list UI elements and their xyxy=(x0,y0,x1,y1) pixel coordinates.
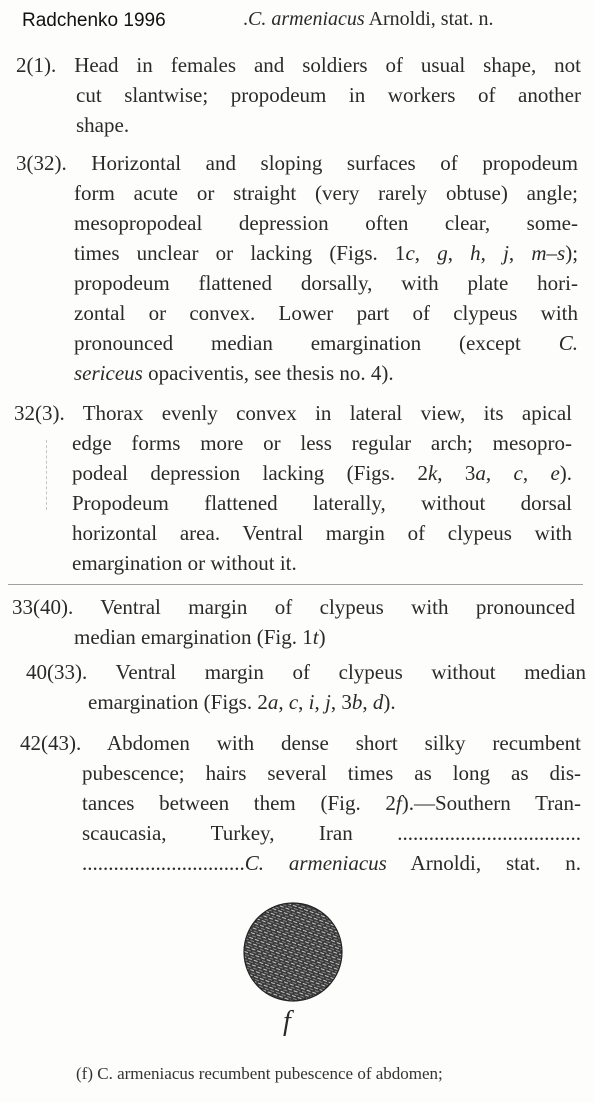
figure-caption: (f) C. armeniacus recumbent pubescence of abdomen; xyxy=(76,1064,443,1083)
couplet-line: times unclear or lacking (Figs. 1c, g, h, j, m–s); xyxy=(74,241,579,265)
header-author: Arnoldi, stat. n. xyxy=(364,8,494,30)
couplet-line: ...............................C. armeniacus Arnoldi, stat. n. xyxy=(82,851,581,875)
couplet-text: Ventral margin of clypeus without median xyxy=(115,660,587,684)
figure-letter: f xyxy=(283,1006,291,1037)
couplet-line: emargination (Figs. 2a, c, i, j, 3b, d). xyxy=(88,690,396,714)
couplet-line: Propodeum flattened laterally, without dorsal xyxy=(72,491,572,515)
couplet-number: 42(43). xyxy=(20,731,107,755)
couplet-number: 3(32). xyxy=(16,151,92,175)
couplet-line: scaucasia, Turkey, Iran ................................... xyxy=(82,821,581,845)
couplet-line: emargination or without it. xyxy=(72,551,297,575)
couplet-line: propodeum flattened dorsally, with plate hori- xyxy=(74,271,578,295)
couplet-text: Horizontal and sloping surfaces of propodeum xyxy=(91,151,578,175)
couplet-text: Abdomen with dense short silky recumbent xyxy=(107,731,582,755)
source-label: Radchenko 1996 xyxy=(22,10,166,31)
couplet-line: podeal depression lacking (Figs. 2k, 3a, c, e). xyxy=(72,461,573,485)
couplet-line: edge forms more or less regular arch; mesopro- xyxy=(72,431,572,455)
pubescence-figure xyxy=(243,902,343,1002)
couplet-line: pubescence; hairs several times as long as dis- xyxy=(82,761,581,785)
couplet-42-43 xyxy=(20,728,581,878)
couplet-line xyxy=(16,148,578,178)
header-taxon-line xyxy=(243,8,494,31)
couplet-40-33 xyxy=(26,657,586,717)
couplet-line xyxy=(14,398,572,428)
couplet-line: cut slantwise; propodeum in workers of another xyxy=(76,83,581,107)
couplet-line: sericeus opaciventis, see thesis no. 4). xyxy=(74,361,394,385)
couplet-33-40 xyxy=(12,592,575,652)
couplet-line: shape. xyxy=(76,113,130,137)
couplet-text: Head in females and soldiers of usual shape, not xyxy=(74,53,581,77)
couplet-number: 33(40). xyxy=(12,595,101,619)
section-divider xyxy=(8,584,583,585)
couplet-line: tances between them (Fig. 2f).—Southern Tran- xyxy=(82,791,581,815)
couplet-line: pronounced median emargination (except C. xyxy=(74,331,578,355)
couplet-line: zontal or convex. Lower part of clypeus with xyxy=(74,301,578,325)
couplet-3-32 xyxy=(16,148,578,388)
couplet-line: median emargination (Fig. 1t) xyxy=(74,625,326,649)
couplet-32-3 xyxy=(14,398,572,578)
couplet-line: mesopropodeal depression often clear, some- xyxy=(74,211,578,235)
couplet-line xyxy=(16,50,581,80)
header-prefix: . xyxy=(243,8,248,30)
couplet-number: 40(33). xyxy=(26,660,116,684)
couplet-2-1 xyxy=(16,50,581,140)
couplet-number: 32(3). xyxy=(14,401,83,425)
couplet-line xyxy=(26,657,586,687)
couplet-text: Thorax evenly convex in lateral view, its apical xyxy=(82,401,573,425)
couplet-line xyxy=(12,592,575,622)
couplet-line: horizontal area. Ventral margin of clypeus with xyxy=(72,521,572,545)
couplet-line: form acute or straight (very rarely obtuse) angle; xyxy=(74,181,578,205)
couplet-number: 2(1). xyxy=(16,53,75,77)
couplet-line xyxy=(20,728,581,758)
header-taxon: C. armeniacus xyxy=(248,8,365,30)
couplet-text: Ventral margin of clypeus with pronounced xyxy=(100,595,576,619)
